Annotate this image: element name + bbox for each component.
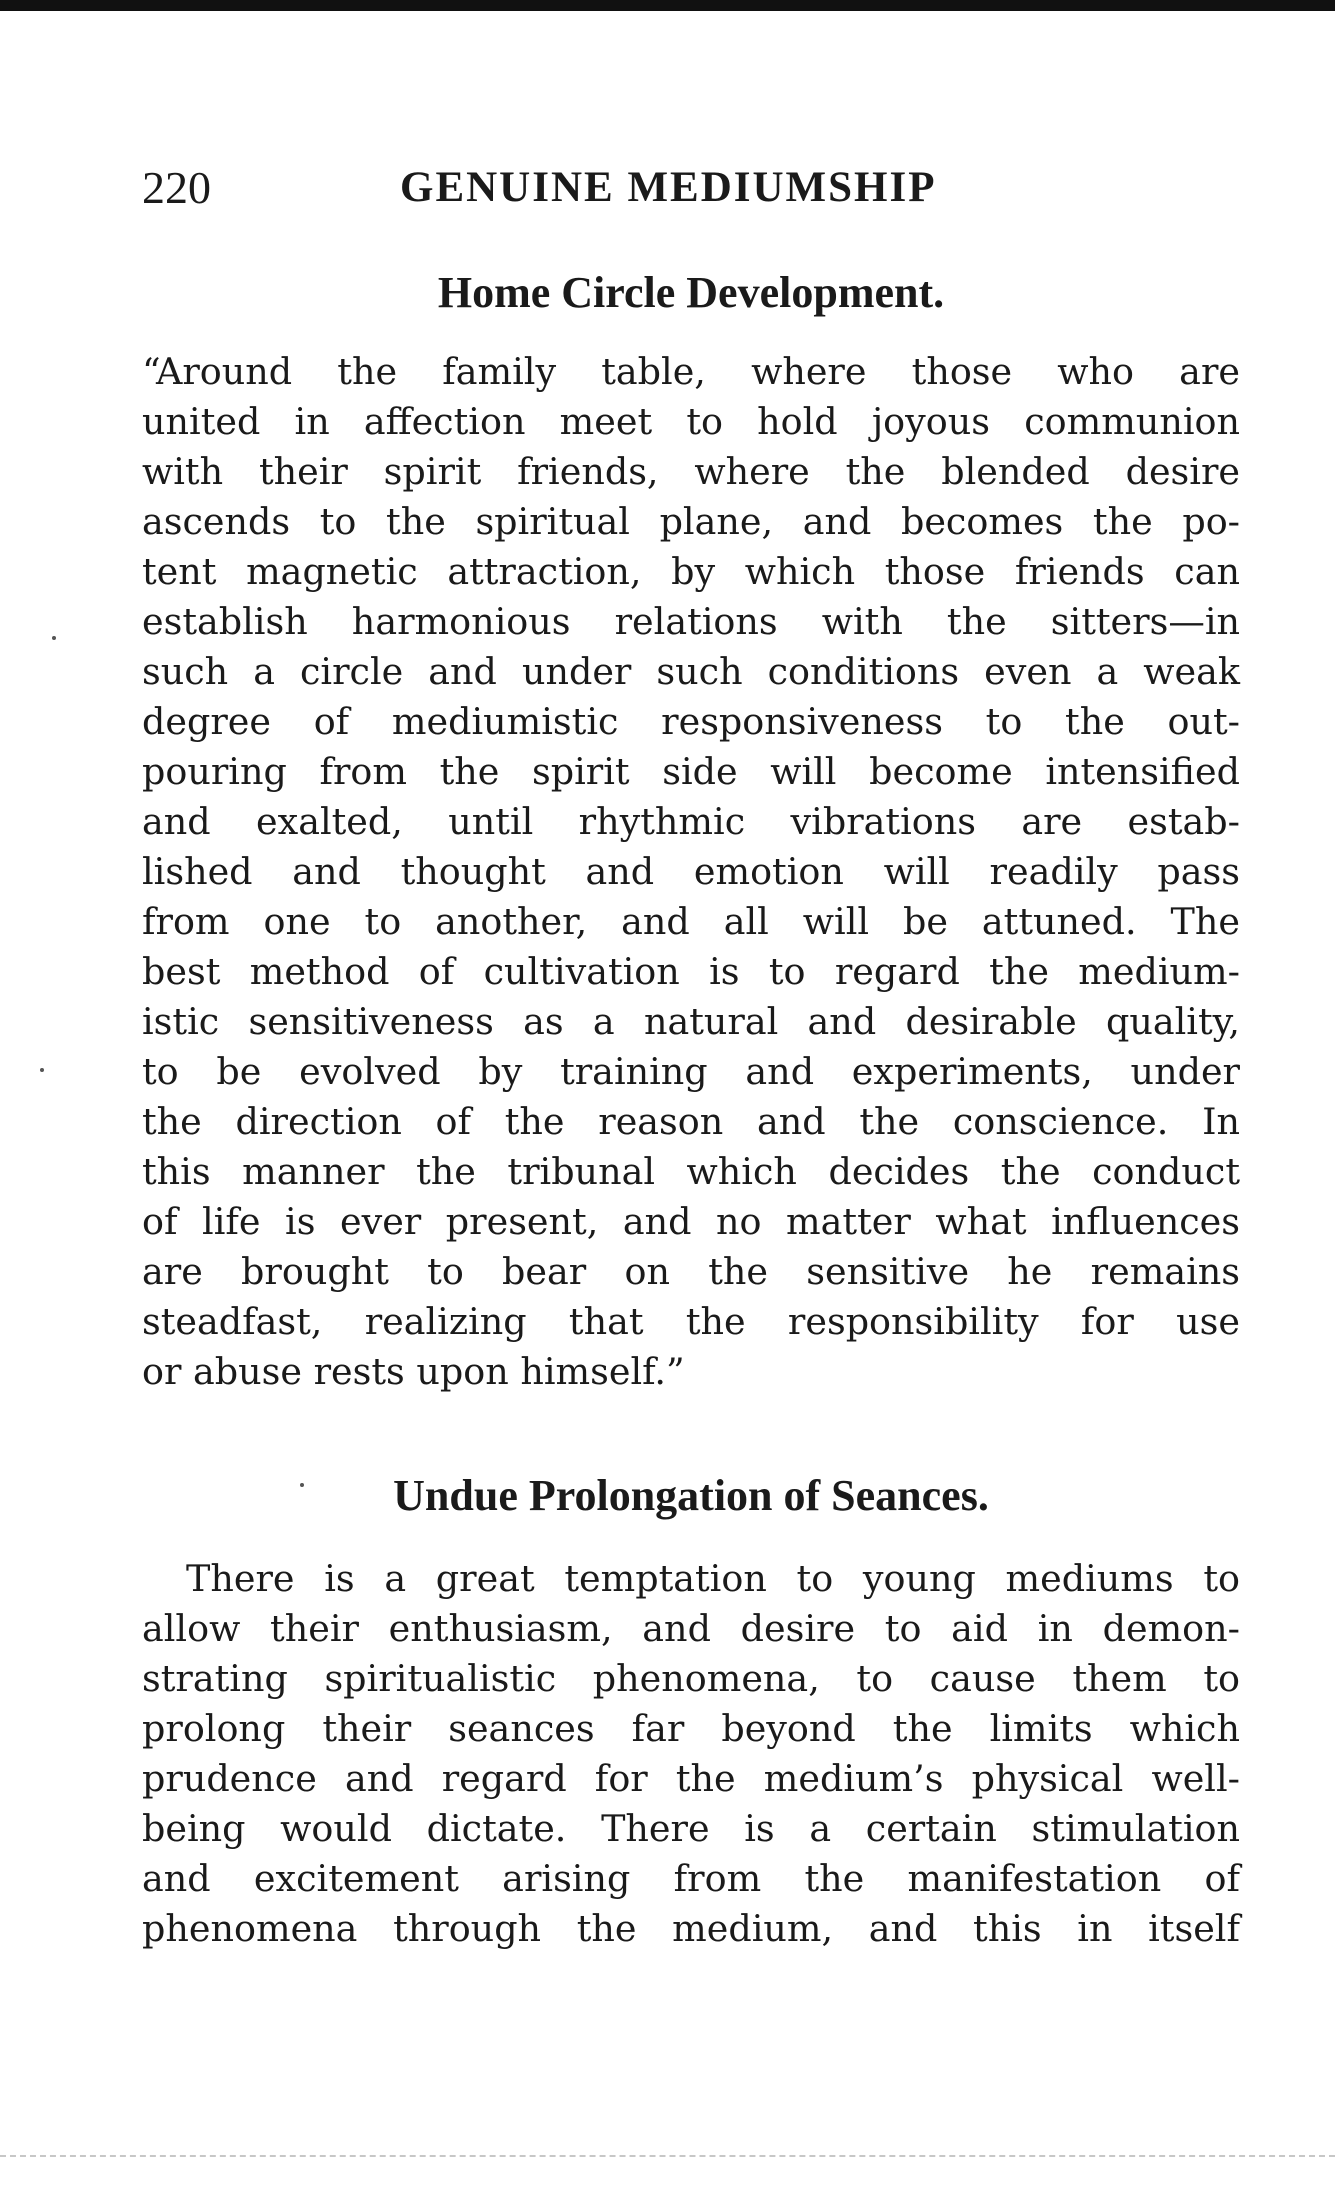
- text-line: from one to another, and all will be attuned. The: [142, 900, 1240, 943]
- text-line: and exalted, until rhythmic vibrations are estab-: [142, 800, 1240, 843]
- text-line: the direction of the reason and the conscience. In: [142, 1100, 1240, 1143]
- text-line: strating spiritualistic phenomena, to cause them to: [142, 1657, 1240, 1700]
- section-heading-home-circle: Home Circle Development.: [437, 268, 945, 317]
- text-line: and excitement arising from the manifestation of: [142, 1857, 1240, 1900]
- text-line: degree of mediumistic responsiveness to the out-: [142, 700, 1240, 743]
- text-line: prolong their seances far beyond the limits which: [142, 1707, 1240, 1750]
- text-line: pouring from the spirit side will become intensified: [142, 750, 1240, 793]
- text-line: allow their enthusiasm, and desire to aid in demon-: [142, 1607, 1240, 1650]
- text-line: united in affection meet to hold joyous communion: [142, 400, 1240, 443]
- text-line: to be evolved by training and experiments, under: [142, 1050, 1240, 1093]
- text-line: steadfast, realizing that the responsibility for use: [142, 1300, 1240, 1343]
- text-line: are brought to bear on the sensitive he remains: [142, 1250, 1240, 1293]
- text-line: of life is ever present, and no matter what influences: [142, 1200, 1240, 1243]
- running-head-title: GENUINE MEDIUMSHIP: [400, 164, 937, 211]
- print-speck: [40, 1068, 44, 1072]
- text-line: establish harmonious relations with the sitters—in: [142, 600, 1240, 643]
- page-number: 220: [142, 162, 211, 213]
- text-line: prudence and regard for the medium’s physical well-: [142, 1757, 1240, 1800]
- text-line: There is a great temptation to young mediums to: [186, 1557, 1240, 1600]
- text-line: “Around the family table, where those who are: [142, 350, 1240, 393]
- text-line: tent magnetic attraction, by which those friends can: [142, 550, 1240, 593]
- top-border-rule: [0, 0, 1335, 11]
- bottom-border-rule: [0, 2155, 1335, 2157]
- text-line: or abuse rests upon himself.”: [142, 1350, 685, 1393]
- section-heading-undue-prolongation: Undue Prolongation of Seances.: [393, 1471, 989, 1520]
- text-line: such a circle and under such conditions even a weak: [142, 650, 1240, 693]
- print-speck: [300, 1483, 304, 1487]
- print-speck: [52, 636, 56, 640]
- text-line: lished and thought and emotion will readily pass: [142, 850, 1240, 893]
- text-line: ascends to the spiritual plane, and becomes the po-: [142, 500, 1240, 543]
- text-line: being would dictate. There is a certain stimulation: [142, 1807, 1240, 1850]
- page-header: [142, 160, 1242, 216]
- text-line: this manner the tribunal which decides the conduct: [142, 1150, 1240, 1193]
- text-line: with their spirit friends, where the blended desire: [142, 450, 1240, 493]
- paragraph-undue-prolongation: [142, 1554, 1240, 1954]
- text-line: istic sensitiveness as a natural and desirable quality,: [142, 1000, 1240, 1043]
- text-line: best method of cultivation is to regard the medium-: [142, 950, 1240, 993]
- text-line: phenomena through the medium, and this in itself: [142, 1907, 1240, 1950]
- paragraph-home-circle: [142, 347, 1240, 1397]
